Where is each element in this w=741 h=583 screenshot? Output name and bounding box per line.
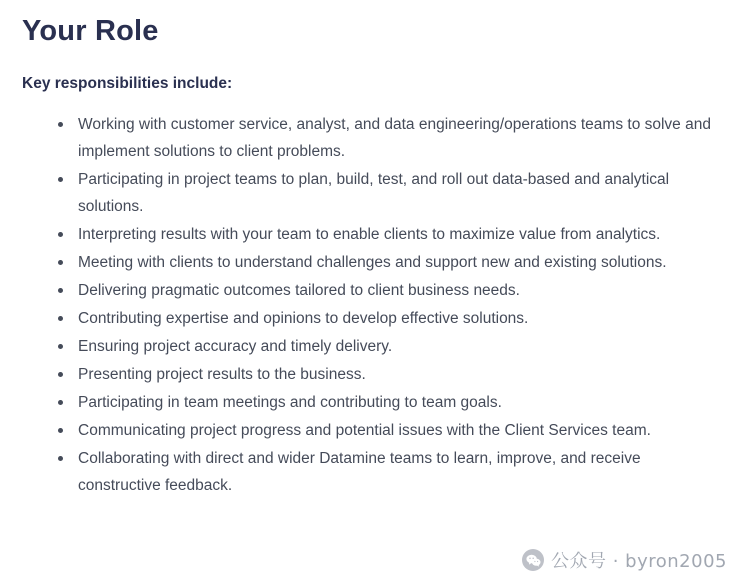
list-item: Interpreting results with your team to enable clients to maximize value from analytics. (56, 221, 719, 248)
list-item: Ensuring project accuracy and timely delivery. (56, 333, 719, 360)
list-item: Presenting project results to the business. (56, 361, 719, 388)
list-item: Working with customer service, analyst, and data engineering/operations teams to solve and implement solutions to client problems. (56, 111, 719, 165)
list-item: Participating in project teams to plan, build, test, and roll out data-based and analytical solutions. (56, 166, 719, 220)
section-subheading: Key responsibilities include: (22, 74, 233, 92)
responsibilities-list (22, 111, 719, 499)
page-title: Your Role (22, 15, 159, 47)
list-item: Communicating project progress and potential issues with the Client Services team. (56, 417, 719, 444)
list-item: Collaborating with direct and wider Datamine teams to learn, improve, and receive constructive feedback. (56, 445, 719, 499)
watermark-text: 公众号 · byron2005 (551, 551, 727, 572)
list-item: Participating in team meetings and contributing to team goals. (56, 389, 719, 416)
list-item: Contributing expertise and opinions to develop effective solutions. (56, 305, 719, 332)
wechat-icon (522, 549, 544, 571)
list-item: Delivering pragmatic outcomes tailored to client business needs. (56, 277, 719, 304)
list-item: Meeting with clients to understand challenges and support new and existing solutions. (56, 249, 719, 276)
watermark (522, 547, 727, 573)
